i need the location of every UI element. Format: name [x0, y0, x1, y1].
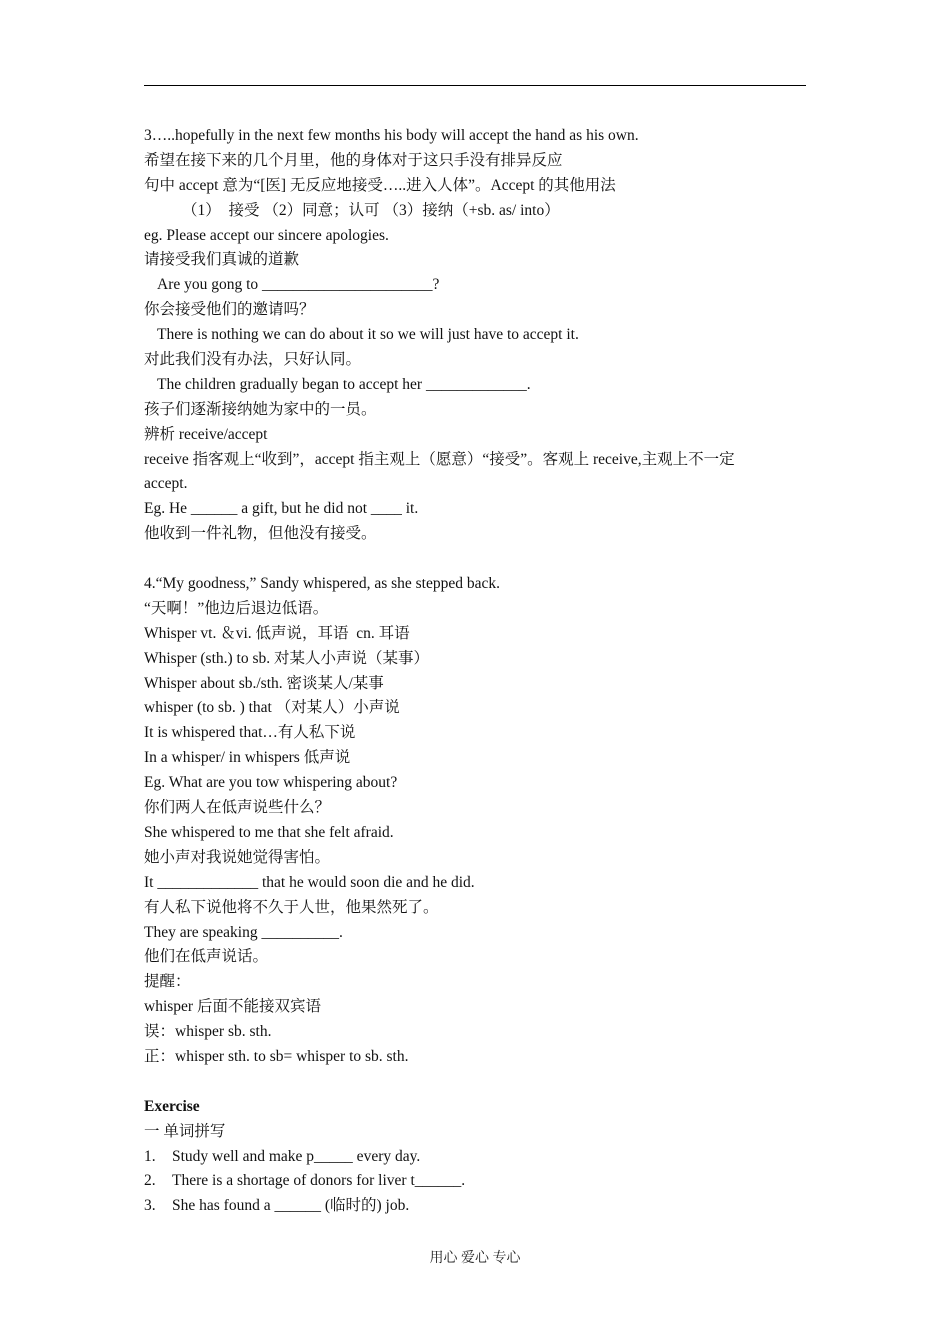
text-line: Eg. He ______ a gift, but he did not ____ it.: [144, 500, 419, 518]
exercise-section: [144, 1095, 808, 1219]
list-item: [144, 1194, 808, 1219]
text-line: 请接受我们真诚的道歉: [144, 251, 300, 269]
list-item: [144, 1169, 808, 1194]
list-item: [144, 1145, 808, 1170]
text-line: 希望在接下来的几个月里，他的身体对于这只手没有排异反应: [144, 151, 563, 169]
list-item-number: 3.: [144, 1197, 156, 1215]
text-line: 句中 accept 意为“[医] 无反应地接受…..进入人体”。Accept 的其他用法: [144, 176, 616, 194]
text-line: “天啊！”他边后退边低语。: [144, 599, 329, 617]
text-line: whisper (to sb. ) that （对某人）小声说: [144, 699, 400, 717]
text-line: Eg. What are you tow whispering about?: [144, 774, 398, 792]
text-line: whisper 后面不能接双宾语: [144, 998, 321, 1016]
section-3: [144, 124, 808, 547]
text-line: 孩子们逐渐接纳她为家中的一员。: [144, 400, 377, 418]
text-line: They are speaking __________.: [144, 923, 343, 941]
list-item-number: 2.: [144, 1172, 156, 1190]
text-line: In a whisper/ in whispers 低声说: [144, 749, 351, 767]
text-line: 有人私下说他将不久于人世，他果然死了。: [144, 898, 439, 916]
text-line: 你会接受他们的邀请吗？: [144, 301, 315, 319]
list-item-text: She has found a ______ (临时的) job.: [172, 1197, 410, 1215]
text-line: 他们在低声说话。: [144, 948, 269, 966]
list-item-text: Study well and make p_____ every day.: [172, 1147, 421, 1165]
text-line: 3…..hopefully in the next few months his body will accept the hand as his own.: [144, 127, 639, 144]
document-body: [144, 124, 808, 1219]
text-line: It is whispered that…有人私下说: [144, 724, 356, 742]
text-line: 你们两人在低声说些什么？: [144, 799, 331, 817]
section-4: [144, 572, 808, 1070]
blank-line: [144, 547, 808, 572]
text-line: receive 指客观上“收到”，accept 指主观上（愿意）“接受”。客观上 receive,主观上不一定: [144, 450, 735, 468]
text-line: She whispered to me that she felt afraid.: [144, 823, 394, 841]
text-line: accept.: [144, 475, 188, 493]
text-line: 他收到一件礼物，但他没有接受。: [144, 525, 377, 543]
list-item-text: There is a shortage of donors for liver t______.: [172, 1172, 466, 1190]
text-line: There is nothing we can do about it so we will just have to accept it.: [157, 326, 579, 344]
text-line: It _____________ that he would soon die and he did.: [144, 873, 475, 891]
text-line: 她小声对我说她觉得害怕。: [144, 848, 331, 866]
text-line: 4.“My goodness,” Sandy whispered, as she stepped back.: [144, 575, 500, 593]
text-line: Are you gong to ______________________?: [157, 276, 440, 294]
list-item-number: 1.: [144, 1147, 156, 1165]
exercise-subtitle: 一 单词拼写: [144, 1122, 226, 1140]
text-line: Whisper vt. ＆vi. 低声说，耳语 cn. 耳语: [144, 624, 410, 642]
text-line: 辨析 receive/accept: [144, 425, 268, 443]
text-line: 提醒：: [144, 973, 191, 991]
blank-line: [144, 1070, 808, 1095]
text-line: eg. Please accept our sincere apologies.: [144, 226, 389, 244]
header-rule: [144, 85, 806, 86]
text-line: （1） 接受 （2）同意；认可 （3）接纳（+sb. as/ into）: [182, 201, 560, 219]
page-footer: 用心 爱心 专心: [429, 1251, 521, 1266]
text-line: 对此我们没有办法，只好认同。: [144, 351, 362, 369]
text-line: Whisper (sth.) to sb. 对某人小声说（某事）: [144, 649, 430, 667]
text-line: The children gradually began to accept her _____________.: [157, 375, 531, 393]
exercise-title: Exercise: [144, 1097, 200, 1115]
text-line: 误：whisper sb. sth.: [144, 1023, 272, 1041]
text-line: Whisper about sb./sth. 密谈某人/某事: [144, 674, 384, 692]
text-line: 正：whisper sth. to sb= whisper to sb. sth.: [144, 1047, 409, 1065]
